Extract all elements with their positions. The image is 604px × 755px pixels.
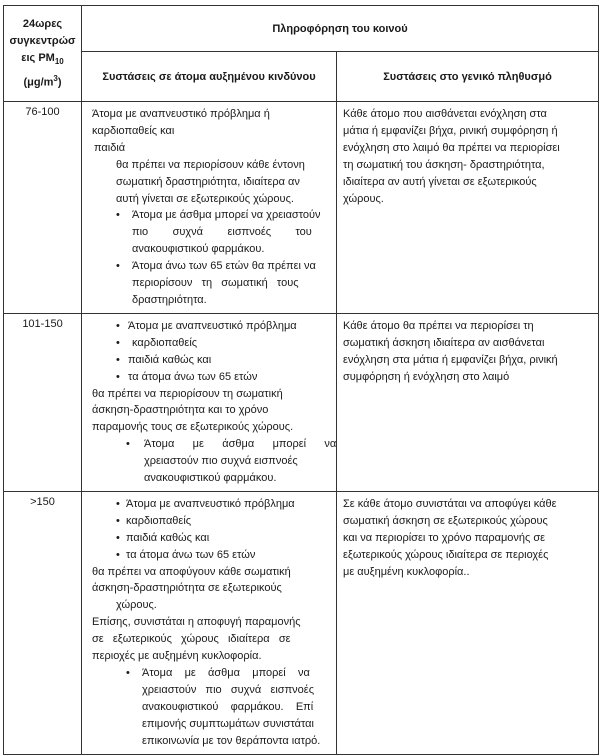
table-row — [4, 313, 599, 491]
list-item: • Άτομα άνω των 65 ετών θα πρέπει να περιορίσουν τη σωματική τους δραστηριότητα. — [92, 258, 330, 309]
instruction-text: θα πρέπει να περιορίσουν κάθε έντονη σωματική δραστηριότητα, ιδιαίτερα αν αυτή γίνεται σε εξωτερικούς χώρους. — [116, 158, 305, 205]
header-general-population-recommendations: Συστάσεις στο γενικό πληθυσμό — [337, 52, 599, 102]
pm10-range: 101-150 — [4, 313, 82, 491]
high-risk-cell: • Άτομα με αναπνευστικό πρόβλημα • καρδιοπαθείς • παιδιά καθώς και • τα άτομα άνω των 65 ετών θα πρέπει να περιορίσουν τη σωματική άσκηση-δραστηριότητα και το χρόνο παραμονής τους σε εξωτερικούς χώρους. • Άτομα με άσθμα μπορεί να χρειαστούν πιο συχνά εισπνοές ανακουφιστικού φαρμάκου. — [82, 313, 337, 491]
list-item: • Άτομα με άσθμα μπορεί να χρειαστούν πιο συχνά εισπνοές ανακουφιστικού φαρμάκου. Επί επιμονής συμπτωμάτων συνιστάται επικοινωνία με τον θεράποντα ιατρό. — [92, 665, 330, 750]
high-risk-cell: Άτομα με αναπνευστικό πρόβλημα ή καρδιοπαθείς και παιδιά θα πρέπει να περιορίσουν κάθε έντονη σωματική δραστηριότητα, ιδιαίτερα αν αυτή γίνεται σε εξωτερικούς χώρους. • Άτομα με άσθμα μπορεί να χρειαστούν πιο συχνά εισπνοές του ανακουφιστικού φαρμάκου. • Άτομα άνω των 65 ετών θα πρέπει να περιορίσουν τη σωματική τους δραστηριότητα. — [82, 102, 337, 314]
list-item: • Άτομα με άσθμα μπορεί να χρειαστούν πιο συχνά εισπνοές του ανακουφιστικού φαρμάκου. — [92, 207, 330, 258]
high-risk-cell: • Άτομα με αναπνευστικό πρόβλημα • καρδιοπαθείς • παιδιά καθώς και • τα άτομα άνω των 65 ετών θα πρέπει να αποφύγουν κάθε σωματική άσκηση-δραστηριότητα σε εξωτερικούς χώρους. Επίσης, συνιστάται η αποφυγή παραμονής σε εξωτερικούς χώρους ιδιαίτερα σε περιοχές με αυξημένη κυκλοφορία. • Άτομα με άσθμα μπορεί να χρειαστούν πιο συχνά εισπνοές ανακουφιστικού φαρμάκου. Επί επιμονής συμπτωμάτων συνιστάται επικοινωνία με τον θεράποντα ιατρό. — [82, 491, 337, 754]
general-population-cell: Σε κάθε άτομο συνιστάται να αποφύγει κάθε σωματική άσκηση σε εξωτερικούς χώρους και να περιορίσει το χρόνο παραμονής σε εξωτερικούς χώρους ιδιαίτερα σε περιοχές με αυξημένη κυκλοφορία.. — [337, 491, 599, 754]
pm10-range: 76-100 — [4, 102, 82, 314]
table-row — [4, 491, 599, 754]
header-pm10-concentration: 24ωρες συγκεντρώσ εις $PM_{10}$ $(\mu g/m^3)$ — [4, 6, 82, 102]
general-population-cell: Κάθε άτομο που αισθάνεται ενόχληση στα μάτια ή εμφανίζει βήχα, ρινική συμφόρηση ή ενόχληση στο λαιμό θα πρέπει να περιορίσει τη σωματική του άσκηση- δραστηριότητα, ιδιαίτερα αν αυτή γίνεται σε εξωτερικούς χώρους. — [337, 102, 599, 314]
table-row — [4, 102, 599, 314]
pm10-range: >150 — [4, 491, 82, 754]
header-public-information: Πληροφόρηση του κοινού — [82, 6, 599, 52]
list-item: • Άτομα με άσθμα μπορεί να χρειαστούν πιο συχνά εισπνοές ανακουφιστικού φαρμάκου. — [92, 436, 330, 487]
general-population-cell: Κάθε άτομο θα πρέπει να περιορίσει τη σωματική άσκηση ιδιαίτερα αν αισθάνεται ενόχληση στα μάτια ή εμφανίζει βήχα, ρινική συμφόρηση ή ενόχληση στο λαιμό — [337, 313, 599, 491]
pm10-info-table — [3, 5, 599, 755]
header-high-risk-recommendations: Συστάσεις σε άτομα αυξημένου κινδύνου — [82, 52, 337, 102]
